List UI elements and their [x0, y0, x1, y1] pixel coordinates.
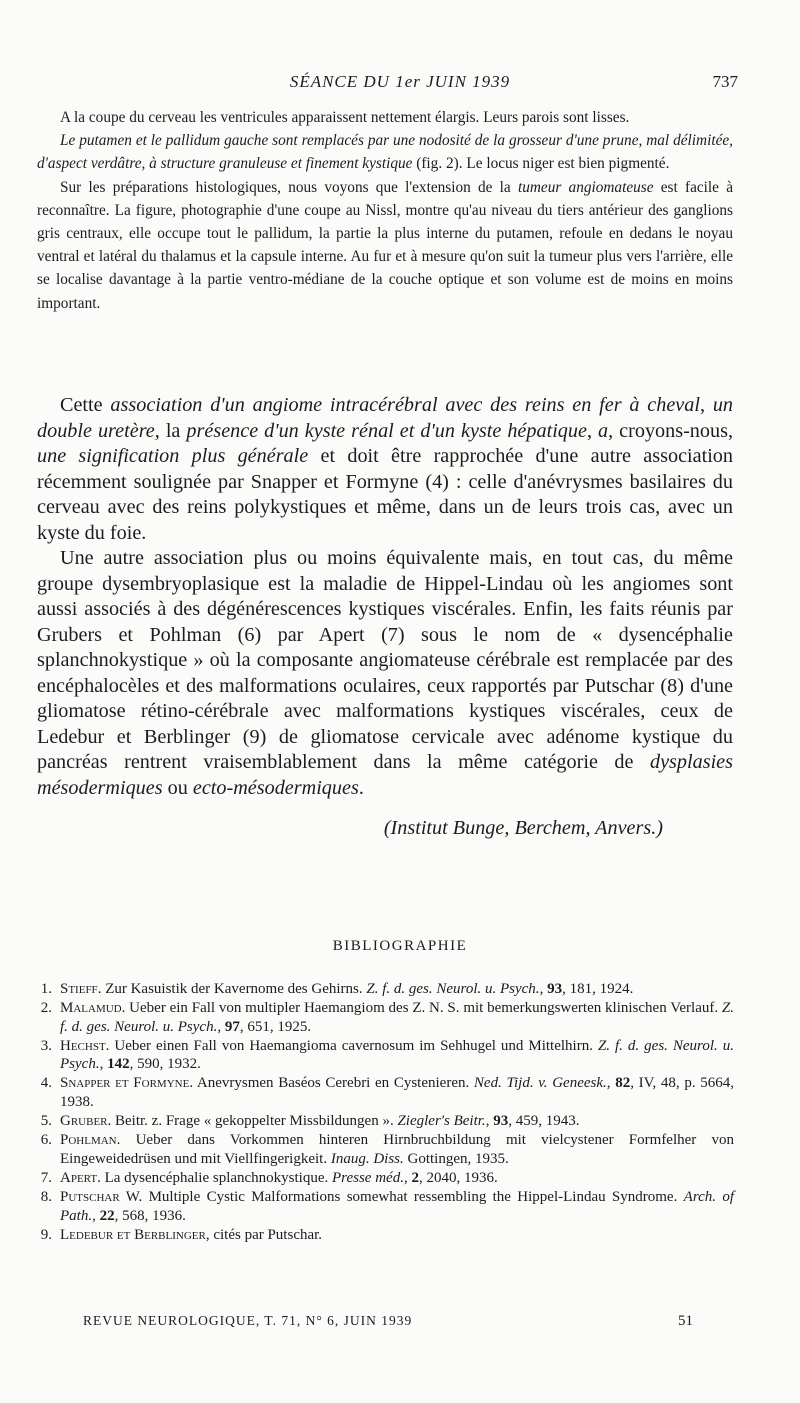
bibliography-title: BIBLIOGRAPHIE	[332, 938, 468, 954]
entry-number: 8.	[40, 1189, 52, 1206]
report-paragraph-3	[37, 176, 733, 315]
entry-text: , 181, 1924.	[562, 981, 634, 997]
text-run: , croyons-nous,	[608, 419, 733, 442]
entry-text: ,	[539, 981, 548, 997]
entry-author: Ledebur et Berblinger	[60, 1226, 206, 1243]
text-run: association d'un angiome intracérébral avec des reins en fer à cheval	[110, 394, 700, 416]
text-run: un double uretère	[37, 394, 734, 442]
report-paragraph-1: A la coupe du cerveau les ventricules apparaissent nettement élargis. Leurs parois sont lisses.	[60, 109, 630, 126]
text-run: ,	[699, 394, 713, 416]
entry-text: , IV, 48, p. 5664, 1938.	[60, 1075, 734, 1111]
entry-text: ,	[485, 1113, 494, 1130]
entry-journal: Z. f. d. ges. Neurol. u. Psych.	[366, 981, 540, 997]
entry-author: Putschar	[60, 1189, 120, 1206]
entry-journal: Arch. of Path.	[60, 1189, 734, 1224]
bibliography-list	[30, 980, 734, 1245]
entry-number: 3.	[40, 1037, 52, 1054]
entry-number: 5.	[40, 1113, 52, 1130]
report-paragraph-3-a: Sur les préparations histologiques, nous voyons que l'extension de la	[60, 178, 518, 196]
entry-volume: 142	[107, 1056, 130, 1073]
entry-author: Apert	[60, 1169, 98, 1186]
entry-volume: 82	[615, 1075, 631, 1092]
text-run: Cette	[60, 394, 111, 416]
entry-journal: Z. f. d. ges. Neurol. u. Psych.	[60, 1037, 734, 1073]
entry-text: . Zur Kasuistik der Kavernome des Gehirns.	[97, 981, 367, 997]
report-paragraph-2	[37, 129, 733, 175]
report-paragraph-3-b: est facile à reconnaître. La figure, photographie d'une coupe au Nissl, montre qu'au niveau du tiers antérieur des ganglions gris centraux, elle occupe tout le pallidum, la partie la plus interne du putamen, refoule en dedans le noyau ventral et latéral du thalamus et la capsule interne. Au fur et à mesure qu'on suit la tumeur plus vers l'arrière, elle se localise davantage à la partie ventro-médiane de la couche optique et son volume est de moins en moins important.	[37, 178, 734, 312]
entry-author: Malamud	[60, 1000, 122, 1017]
entry-text: ,	[403, 1169, 412, 1186]
bibliography-entry	[30, 1037, 734, 1074]
running-header	[0, 72, 800, 94]
entry-journal: Presse méd.	[332, 1169, 404, 1186]
entry-number: 7.	[40, 1169, 52, 1186]
report-paragraph-2-italic: Le putamen et le pallidum gauche sont remplacés par une nodosité de la grosseur d'une prune, mal délimitée, d'aspect verdâtre, à structure granuleuse et finement kystique	[37, 132, 733, 173]
bibliography-entry	[30, 1112, 734, 1131]
entry-author: Hechst	[60, 1037, 106, 1054]
entry-text: ,	[606, 1075, 616, 1092]
entry-journal: Inaug. Diss.	[330, 1150, 404, 1167]
entry-volume: 22	[99, 1207, 115, 1224]
entry-text: , 459, 1943.	[508, 1113, 580, 1130]
entry-volume: 93	[547, 981, 563, 997]
text-run: dysplasies mésodermiques	[37, 751, 733, 799]
page-footer	[83, 1313, 693, 1329]
text-run: présence d'un kyste rénal et d'un kyste hépatique	[186, 419, 587, 442]
entry-text: ,	[92, 1207, 100, 1224]
text-run: et doit être rapprochée d'une autre association récemment soulignée par Snapper et Formyne (4) : celle d'anévrysmes basilaires du cerveau avec des reins polykystiques et même, dans un de leurs trois cas, avec un kyste du foie.	[37, 445, 733, 544]
institution-signature	[37, 816, 733, 842]
discussion-paragraph-1	[37, 393, 733, 546]
entry-number: 1.	[40, 981, 52, 997]
text-run: .	[358, 776, 364, 799]
entry-author: Gruber	[60, 1113, 108, 1130]
entry-number: 4.	[40, 1075, 52, 1092]
text-run: a	[598, 419, 609, 442]
text-run: ou	[162, 776, 193, 799]
bibliography-entry	[30, 1169, 734, 1188]
entry-text: . Beitr. z. Frage « gekoppelter Missbildungen ».	[107, 1113, 398, 1130]
entry-text: ,	[99, 1056, 108, 1073]
text-run: Une autre association plus ou moins équivalente mais, en tout cas, du même groupe dysembryoplasique est la maladie de Hippel-Lindau où les angiomes sont aussi associés à des dégénérescences kystiques viscérales. Enfin, les faits réunis par Grubers et Pohlman (6) par Apert (7) sous le nom de « dysencéphalie splanchnokystique » où la composante angiomateuse cérébrale est remplacée par des encéphalocèles et des malformations oculaires, ceux rapportés par Putschar (8) d'une gliomatose rétino-cérébrale avec malformations kystiques viscérales, ceux de Ledebur et Berblinger (9) de gliomatose cervicale avec adénome kystique du pancréas rentrent vraisemblablement dans la même catégorie de	[37, 547, 733, 773]
report-paragraph-3-italic: tumeur angiomateuse	[517, 178, 654, 196]
text-run: une signification plus générale	[37, 445, 309, 467]
bibliography-entry	[30, 1074, 734, 1111]
case-report-text	[37, 106, 733, 315]
entry-text: , 2040, 1936.	[418, 1169, 498, 1186]
entry-journal: Ziegler's Beitr.	[397, 1113, 486, 1130]
entry-text: . La dysencéphalie splanchnokystique.	[97, 1169, 333, 1186]
bibliography-entry	[30, 1188, 734, 1225]
report-paragraph-2-ref: (fig. 2). Le locus niger est bien pigmenté.	[412, 155, 670, 173]
discussion-paragraph-2	[37, 546, 733, 801]
bibliography-entry	[30, 980, 734, 999]
entry-text: , 651, 1925.	[239, 1018, 312, 1035]
entry-volume: 2	[411, 1169, 419, 1186]
entry-author: Pohlman	[60, 1132, 117, 1149]
entry-volume: 97	[224, 1018, 240, 1035]
entry-text: . Ueber dans Vorkommen hinteren Hirnbruchbildung mit vielcystener Formfelher von Eingeweidedrüsen und mit Viellfingerigkeit.	[60, 1132, 734, 1167]
entry-volume: 93	[493, 1113, 509, 1130]
text-run: ,	[586, 419, 599, 442]
entry-text: Gottingen, 1935.	[403, 1150, 509, 1167]
header-page-number: 737	[712, 72, 738, 91]
entry-number: 9.	[40, 1226, 52, 1243]
entry-text: . Ueber einen Fall von Haemangioma cavernosum im Sehhugel und Mittelhirn.	[105, 1037, 598, 1054]
footer-page-number: 51	[678, 1313, 693, 1329]
entry-author: Stieff	[60, 981, 98, 997]
entry-journal: Ned. Tijd. v. Geneesk.	[473, 1075, 607, 1092]
footer-journal: REVUE NEUROLOGIQUE, T. 71, N° 6, JUIN 1939	[83, 1313, 413, 1328]
entry-author: Snapper et Formyne	[60, 1075, 190, 1092]
entry-text: ,	[217, 1018, 225, 1035]
entry-text: , cités par Putschar.	[205, 1226, 323, 1243]
bibliography-entry	[30, 1226, 734, 1245]
entry-journal: Z. f. d. ges. Neurol. u. Psych.	[60, 1000, 734, 1035]
entry-number: 6.	[40, 1132, 52, 1149]
entry-text: W. Multiple Cystic Malformations somewhat ressembling the Hippel-Lindau Syndrome.	[119, 1189, 684, 1206]
text-run: ecto-mésodermiques	[192, 776, 359, 799]
bibliography-entry	[30, 999, 734, 1036]
entry-text: , 568, 1936.	[114, 1207, 186, 1224]
discussion-text	[37, 393, 733, 842]
entry-text: , 590, 1932.	[129, 1056, 201, 1073]
entry-text: . Ueber ein Fall von multipler Haemangiom des Z. N. S. mit bemerkungswerten klinischen Verlauf.	[121, 1000, 722, 1017]
header-title: SÉANCE DU 1er JUIN 1939	[289, 72, 511, 91]
entry-number: 2.	[40, 1000, 52, 1017]
text-run: , la	[154, 419, 187, 442]
bibliography-entry	[30, 1131, 734, 1168]
entry-text: . Anevrysmen Baséos Cerebri en Cystenieren.	[189, 1075, 474, 1092]
signature-text: (Institut Bunge, Berchem, Anvers.)	[383, 817, 663, 839]
